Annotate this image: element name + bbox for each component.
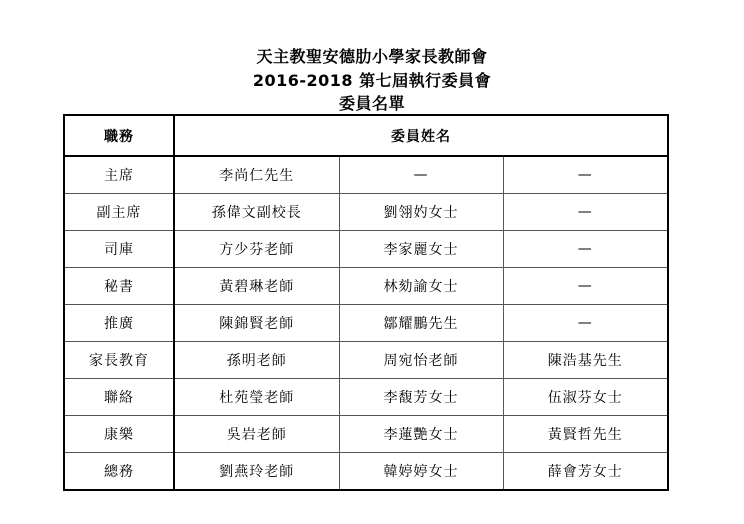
- member-cell: —: [503, 231, 668, 268]
- member-cell: 薛會芳女士: [503, 453, 668, 491]
- table-row: [64, 416, 668, 453]
- member-cell: 孫明老師: [174, 342, 339, 379]
- member-cell: 伍淑芬女士: [503, 379, 668, 416]
- member-cell: —: [339, 156, 503, 194]
- table-row: [64, 305, 668, 342]
- member-cell: 吳岩老師: [174, 416, 339, 453]
- committee-table: [63, 114, 669, 491]
- member-cell: 黃賢哲先生: [503, 416, 668, 453]
- member-list-title: 委員名單: [338, 94, 405, 113]
- member-cell: 劉燕玲老師: [174, 453, 339, 491]
- role-cell: 司庫: [64, 231, 174, 268]
- member-cell: 韓婷婷女士: [339, 453, 503, 491]
- table-header-row: [64, 115, 668, 156]
- member-cell: 李家麗女士: [339, 231, 503, 268]
- role-cell: 總務: [64, 453, 174, 491]
- member-cell: 劉翎妁女士: [339, 194, 503, 231]
- committee-table-wrapper: [63, 114, 667, 491]
- table-row: [64, 231, 668, 268]
- role-cell: 副主席: [64, 194, 174, 231]
- role-cell: 推廣: [64, 305, 174, 342]
- role-column-header: 職務: [64, 115, 174, 156]
- role-cell: 聯絡: [64, 379, 174, 416]
- school-title: 天主教聖安德肋小學家長教師會: [256, 47, 488, 66]
- member-cell: 陳錦賢老師: [174, 305, 339, 342]
- member-cell: 李馥芳女士: [339, 379, 503, 416]
- member-cell: 黃碧琳老師: [174, 268, 339, 305]
- table-row: [64, 453, 668, 491]
- member-cell: 孫偉文副校長: [174, 194, 339, 231]
- member-cell: —: [503, 194, 668, 231]
- member-cell: 李蓮艷女士: [339, 416, 503, 453]
- member-cell: 李尚仁先生: [174, 156, 339, 194]
- committee-term-title: 2016-2018 第七屆執行委員會: [252, 71, 492, 90]
- role-cell: 主席: [64, 156, 174, 194]
- table-row: [64, 156, 668, 194]
- member-cell: 林劾諭女士: [339, 268, 503, 305]
- members-column-header: 委員姓名: [174, 115, 668, 156]
- member-cell: —: [503, 305, 668, 342]
- table-row: [64, 194, 668, 231]
- member-cell: —: [503, 156, 668, 194]
- table-row: [64, 268, 668, 305]
- member-cell: 鄒耀鵬先生: [339, 305, 503, 342]
- table-row: [64, 342, 668, 379]
- member-cell: 杜苑瑩老師: [174, 379, 339, 416]
- role-cell: 康樂: [64, 416, 174, 453]
- role-cell: 家長教育: [64, 342, 174, 379]
- member-cell: 陳浩基先生: [503, 342, 668, 379]
- member-cell: 方少芬老師: [174, 231, 339, 268]
- member-cell: 周宛怡老師: [339, 342, 503, 379]
- role-cell: 秘書: [64, 268, 174, 305]
- table-row: [64, 379, 668, 416]
- member-cell: —: [503, 268, 668, 305]
